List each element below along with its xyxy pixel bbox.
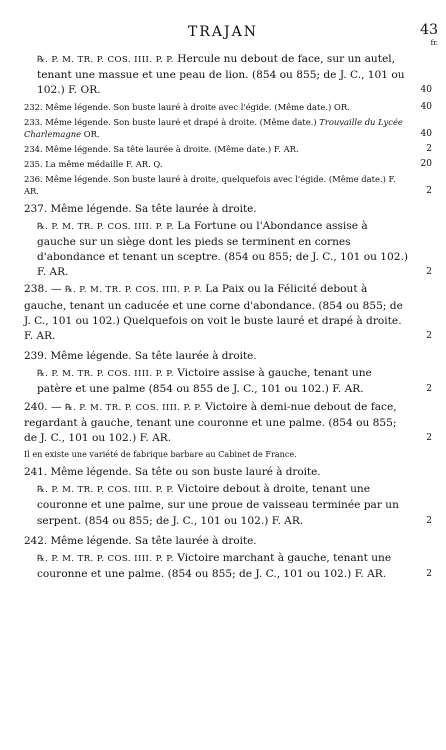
- entry-price: 40: [420, 101, 432, 112]
- entry-grade: F. AR.: [273, 143, 299, 154]
- coin-entry-reverse-victoire-proue: [24, 482, 432, 529]
- entry-text: La Paix ou la Félicité debout à gauche, tenant un caducée et une corne d'abondance. (854 ou 855; de J. C., 101 ou 102.) Quelquefois on voit le buste lauré et drapé à droite.: [24, 283, 403, 327]
- entry-number: 240. —: [24, 400, 62, 413]
- entry-price: 2: [426, 143, 432, 154]
- coin-entry-240: [24, 400, 432, 447]
- entry-grade: F. AR.: [24, 173, 396, 196]
- entry-grade: OR.: [83, 128, 100, 139]
- entry-grade: F. AR. Q.: [125, 158, 163, 169]
- coin-entry-232: [24, 101, 432, 113]
- entry-grade: F. AR.: [37, 266, 69, 279]
- reverse-legend: ℞. P. M. TR. P. COS. IIII. P. P.: [37, 369, 174, 380]
- entry-price: 2: [426, 515, 432, 526]
- page-number: 43: [420, 22, 438, 38]
- entry-provenance: Trouvaille du Lycée Charlemagne: [24, 116, 403, 139]
- coin-entry-236: [24, 173, 432, 197]
- entry-number: 238. —: [24, 283, 62, 296]
- entry-price: 2: [426, 384, 432, 395]
- coin-entry-reverse-victoire-assise: [24, 366, 432, 397]
- entry-price: 2: [426, 569, 432, 580]
- coin-entry-238: [24, 282, 432, 344]
- reverse-legend: ℞. P. M. TR. P. COS. IIII. P. P.: [37, 485, 174, 496]
- entry-text: Victoire debout à droite, tenant une couronne et une palme, sur une proue de vaisseau terminée par un serpent. (854 ou 855; de J. C., 101 ou 102.): [37, 483, 399, 527]
- entry-price: 40: [420, 128, 432, 139]
- coin-entry-233: [24, 116, 432, 140]
- entry-text: 234. Même légende. Sa tête laurée à droite. (Même date.): [24, 143, 272, 154]
- coin-entry-234: [24, 143, 432, 155]
- entry-price: 2: [426, 267, 432, 278]
- entry-text: Victoire à demi-nue debout de face, regardant à gauche, tenant une couronne et une palme. (854 ou 855; de J. C., 101 ou 102.): [24, 400, 397, 445]
- entry-text: 242. Même légende. Sa tête laurée à droite.: [24, 534, 257, 547]
- coin-entry-242: [24, 534, 408, 549]
- entry-text: 241. Même légende. Sa tête ou son buste lauré à droite.: [24, 466, 321, 479]
- coin-entry-reverse-fortune: [24, 219, 432, 281]
- entry-price: 20: [420, 158, 432, 169]
- entry-price: 2: [426, 185, 432, 196]
- entry-grade: F. AR.: [354, 568, 387, 581]
- entry-price: 40: [420, 85, 432, 96]
- catalog-body: [24, 52, 432, 584]
- reverse-legend: ℞. P. M. TR. P. COS. IIII. P. P.: [64, 402, 202, 413]
- entry-text: 239. Même légende. Sa tête laurée à droite.: [24, 350, 257, 363]
- coin-entry-reverse-hercule: [24, 52, 432, 99]
- entry-grade: F. AR.: [139, 432, 172, 445]
- entry-grade: F. AR.: [332, 383, 364, 396]
- reverse-legend: ℞. P. M. TR. P. COS. IIII. P. P.: [37, 221, 174, 232]
- coin-entry-235: [24, 158, 432, 170]
- entry-grade: F. AR.: [271, 514, 304, 527]
- coin-entry-reverse-victoire-marchant: [24, 551, 432, 582]
- page-header-title: TRAJAN: [188, 24, 258, 40]
- coin-entry-237: [24, 202, 408, 217]
- entry-text: Victoire assise à gauche, tenant une patère et une palme (854 ou 855 de J. C., 101 ou 102.): [37, 367, 372, 396]
- currency-unit: fr.: [430, 39, 438, 47]
- entry-text: 233. Même légende. Son buste lauré et drapé à droite. (Même date.): [24, 116, 317, 127]
- entry-text: 237. Même légende. Sa tête laurée à droite.: [24, 202, 257, 215]
- entry-price: 2: [426, 331, 432, 342]
- reverse-legend: ℞. P. M. TR. P. COS. IIII. P. P.: [37, 553, 174, 564]
- reverse-legend: ℞. P. M. TR. P. COS. IIII. P. P.: [37, 55, 174, 65]
- entry-text: 235. La même médaille: [24, 158, 124, 169]
- coin-entry-239: [24, 349, 408, 364]
- entry-grade: F. AR.: [24, 330, 56, 343]
- entry-grade: OR.: [333, 101, 350, 112]
- entry-grade: F. OR.: [68, 84, 101, 97]
- entry-text: 236. Même légende. Son buste lauré à droite, quelquefois avec l'égide. (Même date.): [24, 173, 386, 184]
- entry-text: Victoire marchant à gauche, tenant une couronne et une palme. (854 ou 855; de J. C., 101 ou 102.): [37, 551, 392, 581]
- coin-entry-241: [24, 465, 408, 480]
- entry-price: 2: [426, 433, 432, 444]
- entry-text: 232. Même légende. Son buste lauré à droite avec l'égide. (Même date.): [24, 101, 332, 112]
- reverse-legend: ℞. P. M. TR. P. COS. IIII. P. P.: [64, 285, 202, 296]
- entry-text: La Fortune ou l'Abondance assise à gauche sur un siège dont les pieds se terminent en cornes d'abondance et tenant un sceptre. (854 ou 855; de J. C., 101 ou 102.): [37, 219, 408, 264]
- variety-note: Il en existe une variété de fabrique barbare au Cabinet de France.: [24, 449, 297, 460]
- entry-text: Hercule nu debout de face, sur un autel, tenant une massue et une peau de lion. (854 ou 855; de J. C., 101 ou 102.): [37, 53, 405, 97]
